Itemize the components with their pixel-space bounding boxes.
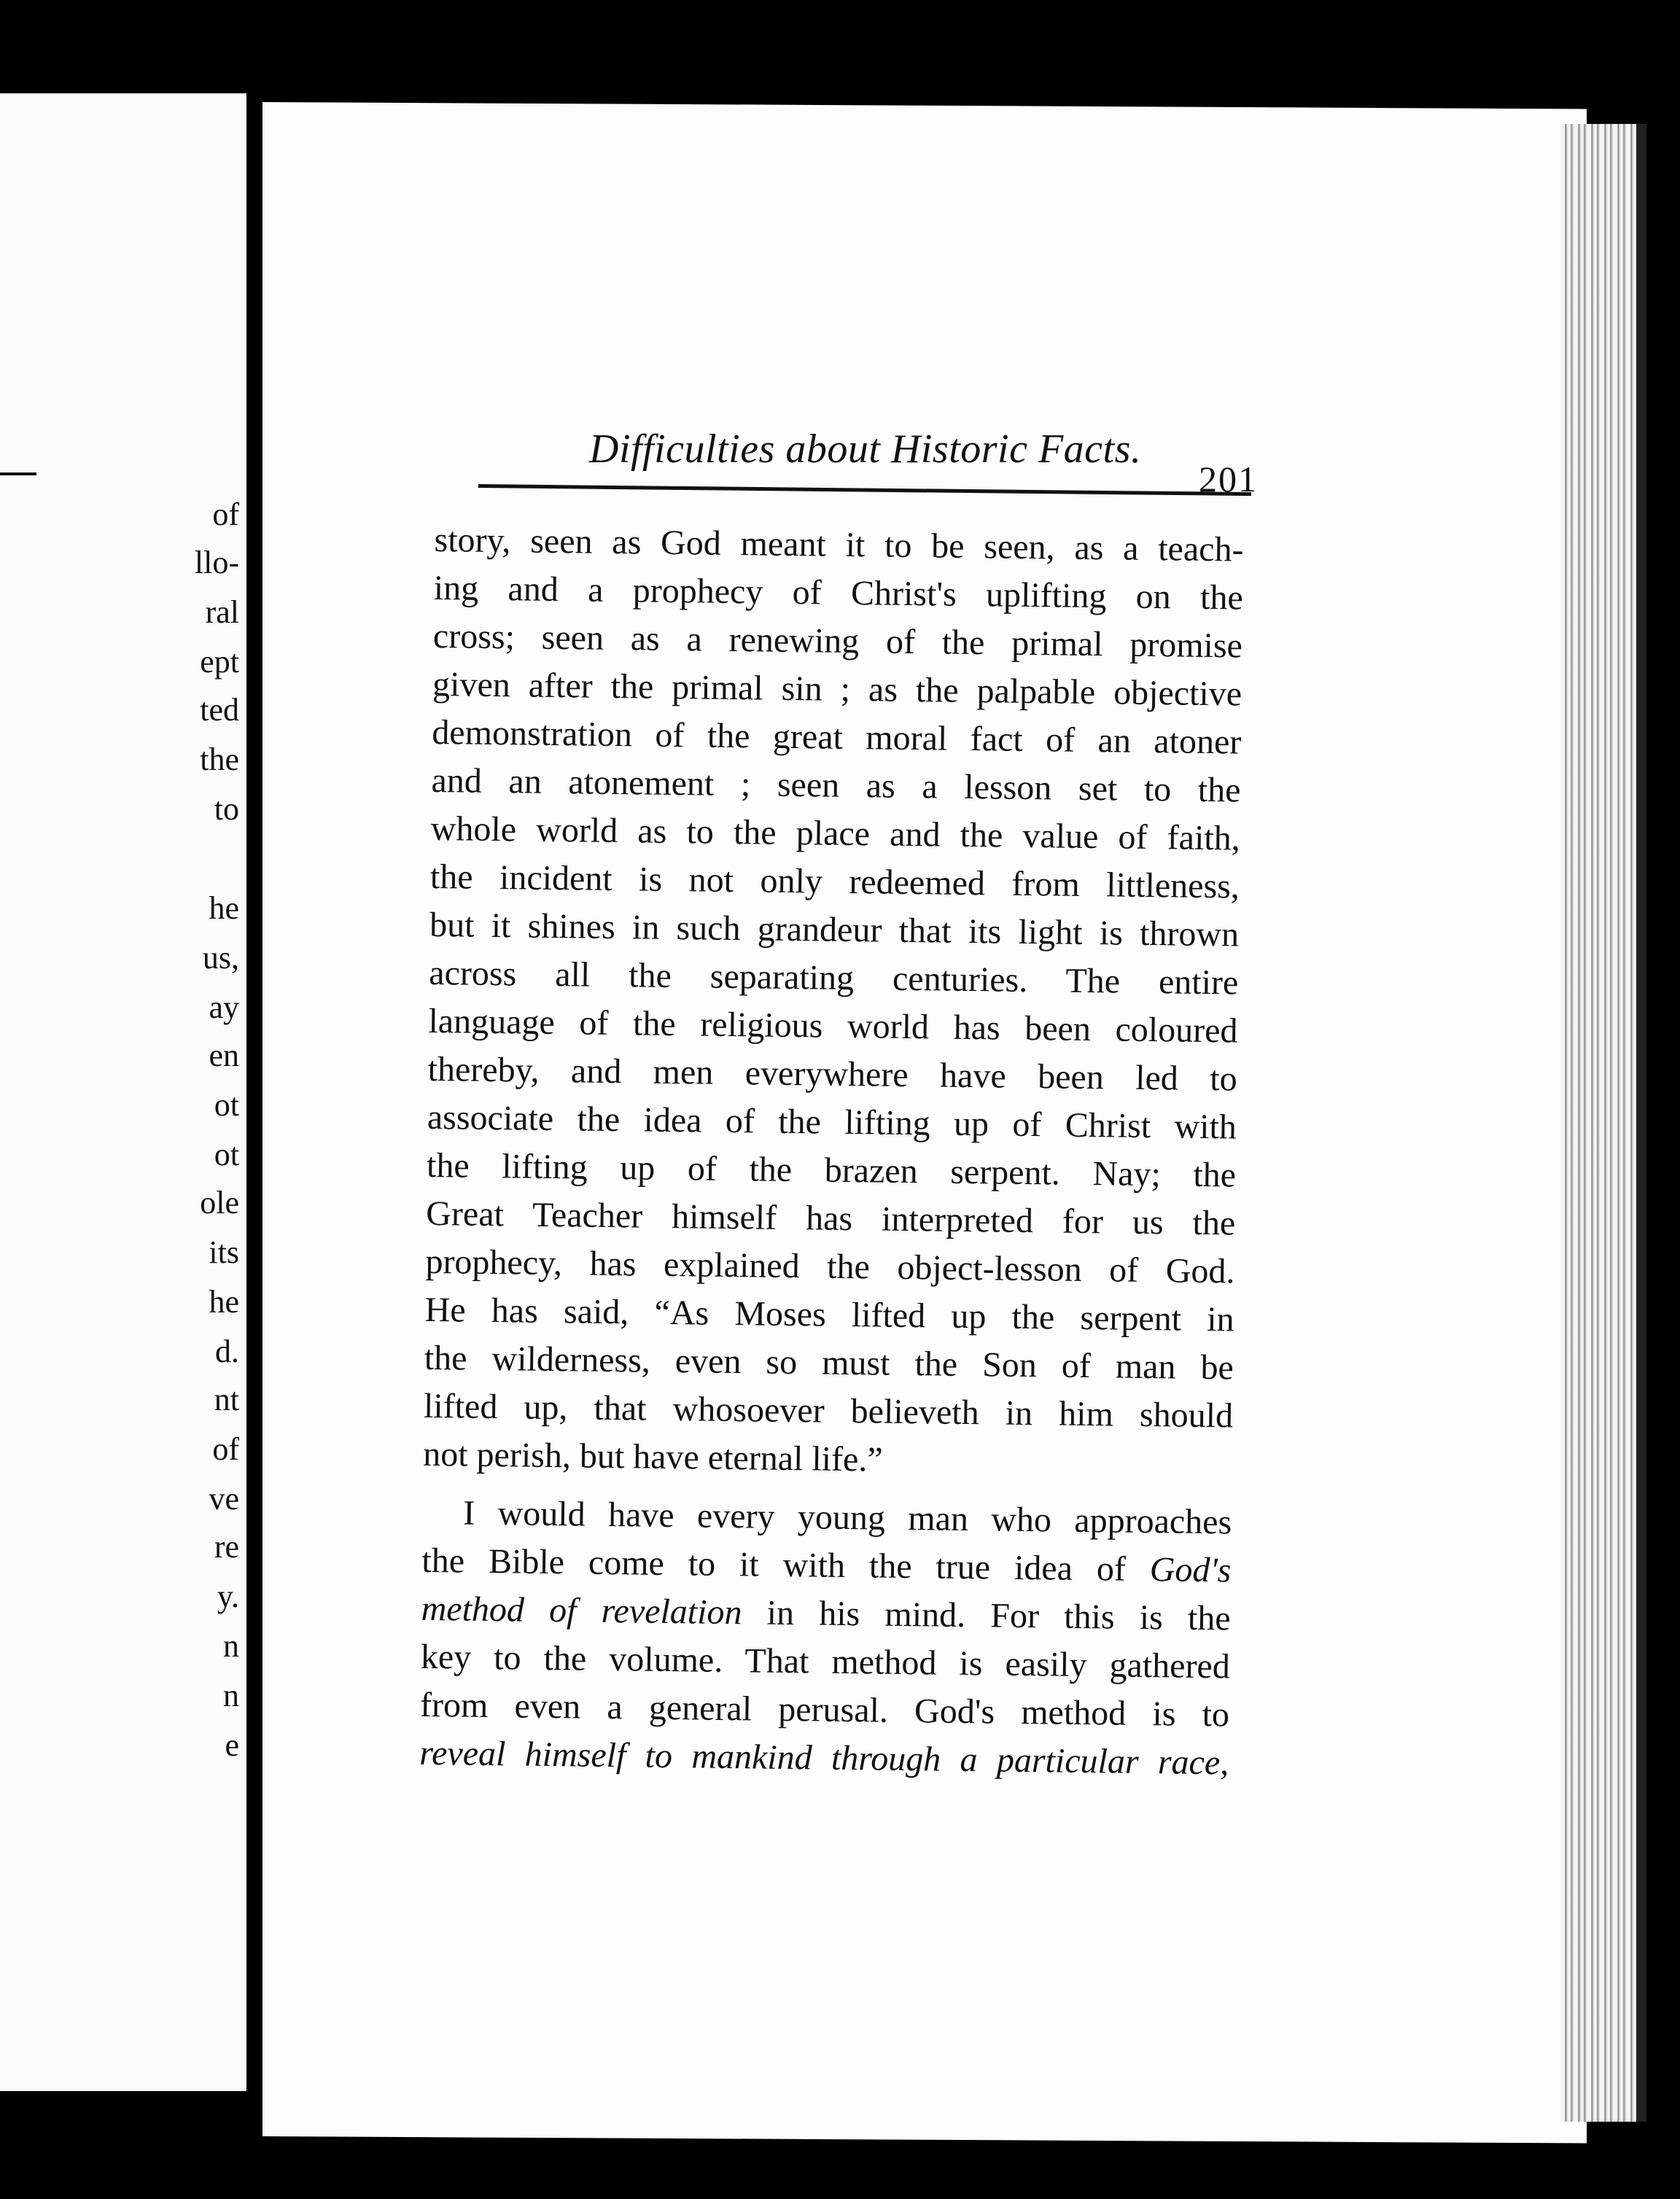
left-page-fragment: ot xyxy=(214,1087,239,1123)
text-line: language of the religious world has been coloured xyxy=(428,1001,1238,1051)
text-line: across all the separating centuries. The entire xyxy=(429,953,1239,1003)
body-text xyxy=(419,516,1244,1787)
left-page-fragment: ept xyxy=(200,644,239,680)
page-edges xyxy=(1560,124,1646,2122)
text-line: demonstration of the great moral fact of an atoner xyxy=(432,712,1242,762)
page-number: 201 xyxy=(1199,459,1258,499)
left-page-fragment: ole xyxy=(200,1185,239,1221)
text-line: key to the volume. That method is easily gathered xyxy=(420,1637,1231,1686)
left-page-fragment: us, xyxy=(202,940,239,976)
text-line: prophecy, has explained the object-lesson of God. xyxy=(425,1242,1235,1291)
left-page-fragment: of xyxy=(212,497,239,532)
text-line: lifted up, that whosoever believeth in him should xyxy=(423,1386,1234,1436)
left-page-fragment: ot xyxy=(214,1137,239,1172)
text-line: thereby, and men everywhere have been led to xyxy=(427,1049,1237,1099)
text-line: the lifting up of the brazen serpent. Nay; the xyxy=(426,1145,1237,1195)
italic-emphasis: God's xyxy=(1149,1550,1232,1590)
text-line: ing and a prophecy of Christ's uplifting on the xyxy=(433,568,1244,618)
left-page xyxy=(0,93,246,2091)
left-page-fragment: e xyxy=(225,1727,239,1763)
left-page-fragment: y. xyxy=(217,1579,239,1614)
left-page-fragment: its xyxy=(209,1234,239,1270)
text-run: in his mind. For this is the xyxy=(742,1593,1231,1638)
running-head-title: Difficulties about Historic Facts. xyxy=(589,427,1142,472)
text-line: He has said, “As Moses lifted up the serpent in xyxy=(424,1290,1234,1339)
text-line: story, seen as God meant it to be seen, as a teach- xyxy=(434,520,1244,569)
text-line: but it shines in such grandeur that its light is thrown xyxy=(429,905,1240,954)
paragraph xyxy=(419,1489,1232,1788)
left-page-fragment: the xyxy=(200,742,239,777)
left-page-head-rule xyxy=(0,472,36,475)
left-page-fragment: re xyxy=(214,1529,239,1565)
text-line: the incident is not only redeemed from littleness, xyxy=(429,857,1240,906)
italic-emphasis: method of revelation xyxy=(421,1589,742,1632)
left-page-fragment: ay xyxy=(209,989,239,1025)
left-page-fragment: of xyxy=(212,1431,239,1467)
text-line: given after the primal sin ; as the palpable objective xyxy=(432,664,1242,714)
left-page-fragment: he xyxy=(209,1284,239,1320)
paragraph xyxy=(423,516,1244,1488)
text-line: and an atonement ; seen as a lesson set to the xyxy=(431,760,1241,810)
left-page-fragment: ted xyxy=(200,692,239,728)
text-line: from even a general perusal. God's method is to xyxy=(419,1685,1230,1735)
left-page-fragment: n xyxy=(223,1628,239,1664)
left-page-fragment: en xyxy=(209,1038,239,1073)
text-line: I would have every young man who approaches xyxy=(462,1493,1232,1542)
left-page-fragment: n xyxy=(223,1678,239,1713)
text-line: Great Teacher himself has interpreted for us the xyxy=(425,1194,1236,1243)
italic-emphasis-line: reveal himself to mankind through a particular race, xyxy=(419,1733,1229,1783)
left-page-fragment: llo- xyxy=(194,545,239,580)
text-line: whole world as to the place and the value of faith, xyxy=(430,809,1241,858)
text-line: associate the idea of the lifting up of Christ with xyxy=(427,1097,1237,1147)
text-line: cross; seen as a renewing of the primal promise xyxy=(432,616,1243,666)
left-page-fragment: to xyxy=(214,791,239,827)
text-line: the wilderness, even so must the Son of man be xyxy=(424,1338,1234,1387)
left-page-fragment: d. xyxy=(215,1334,239,1369)
text-line: not perish, but have eternal life.” xyxy=(422,1434,883,1479)
left-page-fragment: ve xyxy=(209,1481,239,1517)
text-run: the Bible come to it with the true idea of xyxy=(421,1541,1151,1589)
left-page-fragment: nt xyxy=(214,1382,239,1417)
left-page-fragment: he xyxy=(209,890,239,926)
left-page-fragment: ral xyxy=(205,594,239,630)
